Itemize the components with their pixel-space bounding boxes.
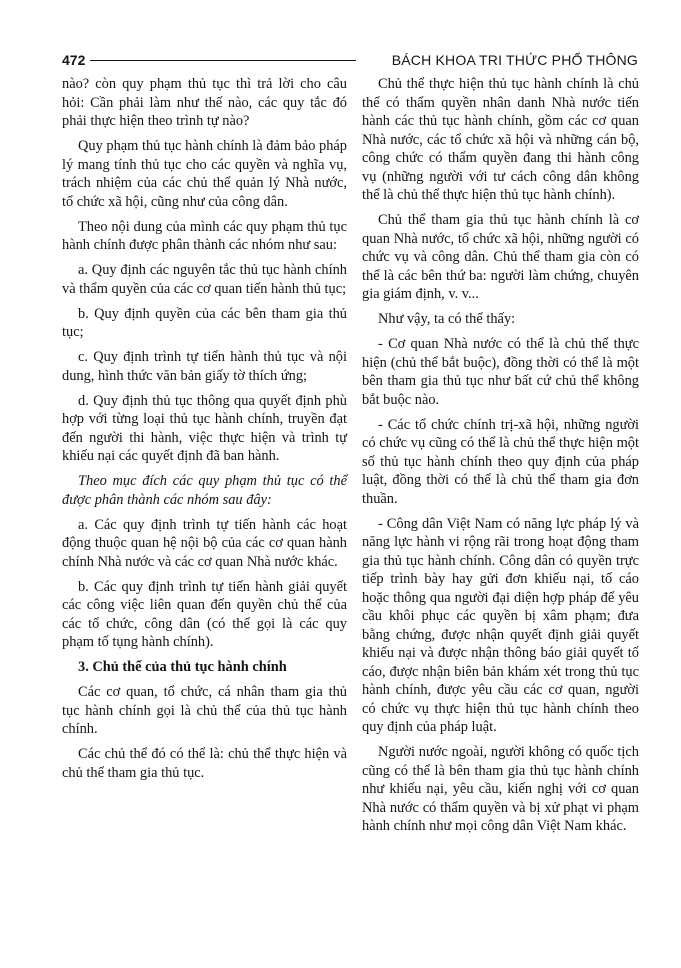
- paragraph: Các chủ thể đó có thể là: chủ thể thực hiện và chủ thể tham gia thủ tục.: [62, 746, 347, 781]
- section-heading: 3. Chủ thể của thủ tục hành chính: [78, 659, 287, 675]
- paragraph: Người nước ngoài, người không có quốc tịch cũng có thể là bên tham gia thủ tục hành chính như khiếu nại, yêu cầu, kiến nghị với cơ quan Nhà nước có thẩm quyền và bị xử phạt vi phạm hành chính như mọi công dân Việt Nam khác.: [362, 744, 639, 834]
- list-item: b. Các quy định trình tự tiến hành giải quyết các công việc liên quan đến quyền chủ thể của các tổ chức, công dân (có thể gọi là các quy phạm tố tụng hành chính).: [62, 578, 347, 650]
- paragraph: Như vậy, ta có thể thấy:: [378, 311, 516, 327]
- running-title: BÁCH KHOA TRI THỨC PHỔ THÔNG: [391, 52, 638, 68]
- paragraph: nào? còn quy phạm thủ tục thì trả lời cho câu hỏi: Cần phải làm như thế nào, các quy tắc đó phải thực hiện theo trình tự nào?: [62, 76, 347, 129]
- list-item: c. Quy định trình tự tiến hành thủ tục và nội dung, hình thức văn bản giấy tờ thích ứng;: [62, 349, 347, 384]
- paragraph: Chủ thể thực hiện thủ tục hành chính là chủ thể có thẩm quyền nhân danh Nhà nước tiến hành các thủ tục hành chính, gồm các cơ quan Nhà nước, các tổ chức xã hội và những cán bộ, công chức có thẩm quyền đang thi hành công vụ (những người với tư cách công dân không thể là chủ thể thực hiện thủ tục hành chính).: [362, 76, 639, 203]
- right-column: [362, 75, 639, 842]
- list-item: b. Quy định quyền của các bên tham gia thủ tục;: [62, 305, 347, 340]
- list-item: a. Các quy định trình tự tiến hành các hoạt động thuộc quan hệ nội bộ của các cơ quan hành chính Nhà nước và các cơ quan Nhà nước khác.: [62, 516, 347, 570]
- paragraph: Chủ thể tham gia thủ tục hành chính là cơ quan Nhà nước, tổ chức xã hội, những người có chức vụ và công dân. Chủ thể tham gia còn có thể là các bên thứ ba: người làm chứng, chuyên gia giám định, v. v...: [362, 212, 639, 302]
- list-item: - Các tổ chức chính trị-xã hội, những người có chức vụ cũng có thể là chủ thể thực hiện một số thủ tục hành chính theo quy định của pháp luật, đồng thời có thể là chủ thể tham gia đơn thuần.: [362, 416, 639, 507]
- italic-paragraph: Theo mục đích các quy phạm thủ tục có thể được phân thành các nhóm sau đây:: [62, 473, 347, 508]
- list-item: - Công dân Việt Nam có năng lực pháp lý và năng lực hành vi rộng rãi trong hoạt động tham gia thủ tục hành chính. Công dân có quyền trực tiếp trình bày hay gửi đơn khiếu nại, tố cáo hoặc thông qua người đại diện hợp pháp để yêu cầu khôi phục các quyền bị xâm phạm; đưa bằng chứng, được nhận quyết định giải quyết khiếu nại và được nhận thông báo giải quyết tố cáo, được nhận biên bản khám xét trong thủ tục hành chính, được yêu cầu các cơ quan, người có chức vụ thực hiện thủ tục hành chính theo quy định của pháp luật.: [362, 515, 639, 735]
- page-header: [62, 50, 638, 70]
- header-rule: [90, 60, 356, 61]
- list-item: d. Quy định thủ tục thông qua quyết định phù hợp với từng loại thủ tục hành chính, truyền đạt đến người thi hành, việc thực hiện và trình tự khiếu nại các quyết định đã ban hành.: [62, 392, 347, 464]
- page-number: 472: [62, 52, 86, 68]
- paragraph: Quy phạm thủ tục hành chính là đảm bảo pháp lý mang tính thủ tục cho các quyền và nghĩa vụ, trách nhiệm của các chủ thể quản lý Nhà nước, tổ chức xã hội, cũng như của công dân.: [62, 138, 347, 210]
- list-item: a. Quy định các nguyên tắc thủ tục hành chính và thẩm quyền của các cơ quan tiến hành thủ tục;: [62, 262, 347, 297]
- left-column: [62, 75, 347, 789]
- list-item: - Cơ quan Nhà nước có thể là chủ thể thực hiện (chủ thể bắt buộc), đồng thời có thể là một bên tham gia thủ tục như bất cứ chủ thể không bắt buộc nào.: [362, 336, 639, 408]
- paragraph: Theo nội dung của mình các quy phạm thủ tục hành chính được phân thành các nhóm như sau:: [62, 218, 347, 253]
- paragraph: Các cơ quan, tổ chức, cá nhân tham gia thủ tục hành chính gọi là chủ thể của thủ tục hành chính.: [62, 684, 347, 737]
